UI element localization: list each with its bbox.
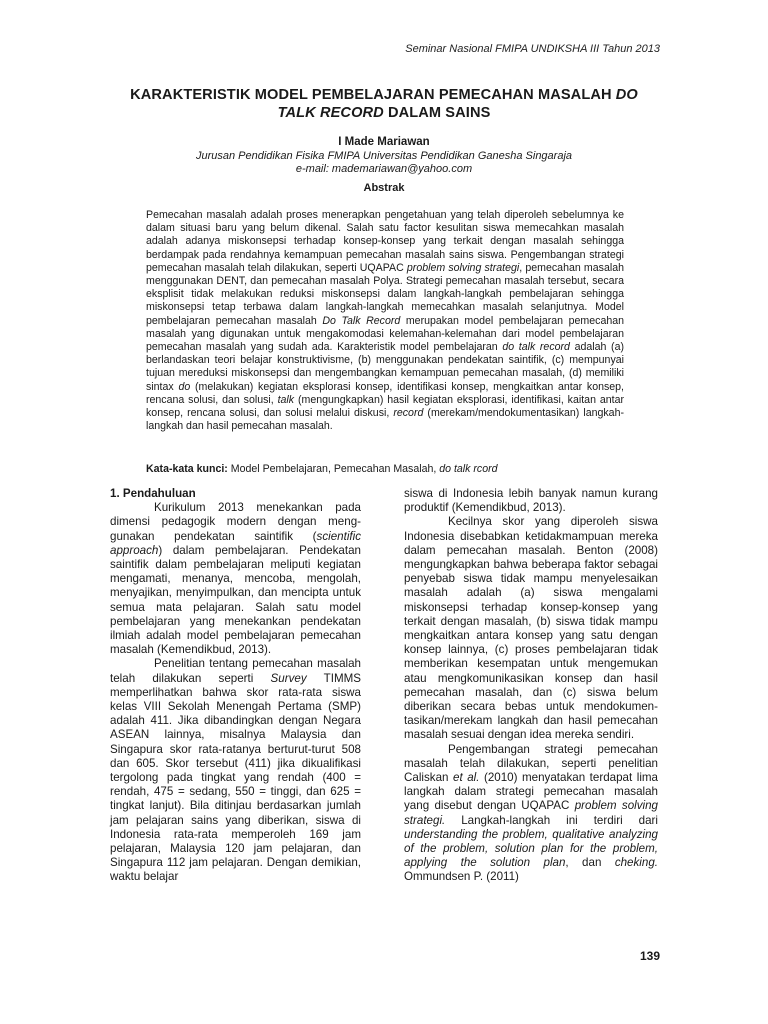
abstract-text: (melakukan) kegiatan eksplorasi konsep, identifikasi konsep, mengkaitkan antar konsep, rencana solusi, dan solusi, xyxy=(146,380,624,406)
paragraph-text: , dan xyxy=(565,856,615,870)
abstract-italic: record xyxy=(393,407,424,420)
keywords-italic: do talk rcord xyxy=(439,463,498,475)
title-text: KARAKTERISTIK MODEL PEMBELAJARAN PEMECAHAN MASALAH xyxy=(130,87,616,103)
abstract-italic: do xyxy=(178,380,191,393)
paragraph-text: Langkah-langkah ini terdiri dari xyxy=(445,813,658,827)
paragraph-italic: Survey xyxy=(270,671,307,685)
title-italic: DO xyxy=(615,87,638,103)
paragraph-italic: problem solving strategi. xyxy=(404,799,659,827)
keywords-label: Kata-kata kunci: xyxy=(146,463,228,475)
abstract-text: Pemecahan masalah adalah proses menerapkan pengetahuan yang telah diperoleh sebelumnya ke dalam situasi baru yang belum dikenal. Salah satu factor kesulitan siswa memecahkan masalah adalah adanya miskonsepsi terhadap konsep-konsep yang terkait dengan masalah sehingga berdampak pada rendahnya kemampuan pemecahan masalah sains siswa. Pengembangan strategi pemecahan masalah telah dilakukan, seperti UQAPAC xyxy=(146,209,624,274)
abstract-italic: talk xyxy=(277,393,295,406)
paragraph-text: ) dalam pembelajaran. Pendekatan saintifik dalam pembelajaran meliputi kegiatan mengamati, menanya, mencoba, mengolah, menyajikan, menyimpulkan, dan mencipta untuk semua mata pelajaran. Salah satu model pembelajaran yang menekankan pendekatan ilmiah adalah model pembelajaran pemecahan masalah (Kemendikbud, 2013). xyxy=(110,543,361,657)
right-column xyxy=(404,487,658,885)
title-text: DALAM SAINS xyxy=(383,105,491,121)
paragraph-italic: scientific approach xyxy=(110,529,361,557)
title-italic: TALK RECORD xyxy=(277,105,384,121)
paragraph: siswa di Indonesia lebih banyak namun kurang produktif (Kemendikbud, 2013). xyxy=(404,487,658,515)
author-name: I Made Mariawan xyxy=(338,136,430,148)
abstract-body xyxy=(146,209,624,433)
left-column xyxy=(110,487,361,885)
paragraph-text: Pengembangan strategi pemecahan masalah telah dilakukan, seperti penelitian Caliskan xyxy=(404,742,658,785)
paragraph-text: Ommundsen P. (2011) xyxy=(404,870,519,884)
abstract-text: adalah (a) berlandaskan teori belajar konstruktivisme, (b) menggunakan pendekatan saintifik, (c) mempunyai tujuan mereduksi miskonsepsi dan mengembangkan kemampuan pemecahan masalah, (d) memiliki sintax xyxy=(146,341,624,393)
section-heading: 1. Pendahuluan xyxy=(110,487,196,500)
author-affiliation: Jurusan Pendidikan Fisika FMIPA Universitas Pendidikan Ganesha Singaraja xyxy=(195,150,573,162)
paragraph xyxy=(110,501,361,657)
abstract-text: (mengungkapkan) hasil kegiatan eksplorasi, identifikasi, kaitan antar konsep, rencana solusi, dan solusi melalui diskusi, xyxy=(146,393,624,420)
paragraph-italic: et al. xyxy=(453,771,480,785)
abstract-text: (merekam/mendokumentasikan) langkah-langkah dan hasil pemecahan masalah. xyxy=(146,407,624,433)
paragraph-italic: cheking. xyxy=(614,856,658,870)
paragraph-text: Kurikulum 2013 menekankan pada dimensi pedagogik modern dengan meng-gunakan pendekatan saintifik ( xyxy=(110,501,361,543)
keywords xyxy=(146,463,624,475)
abstract-text: merupakan model pembelajaran pemecahan masalah yang digunakan untuk mengakomodasi kelemahan-kelemahan dari model pembelajaran pemecahan masalah yang sudah ada. Karakteristik model pembelajaran xyxy=(146,314,625,354)
paragraph xyxy=(404,743,658,885)
abstract-italic: problem solving strategi xyxy=(406,261,520,274)
page-number: 139 xyxy=(639,949,660,963)
abstract-heading: Abstrak xyxy=(363,182,405,194)
keywords-text: Model Pembelajaran, Pemecahan Masalah, xyxy=(227,463,440,475)
running-header: Seminar Nasional FMIPA UNDIKSHA III Tahun 2013 xyxy=(405,43,660,55)
paper-title xyxy=(110,86,658,122)
paragraph-text: (2010) menyatakan terdapat lima langkah dalam strategi pemecahan masalah yang disebut dengan UQAPAC xyxy=(404,771,659,813)
abstract-italic: Do Talk Record xyxy=(322,314,401,327)
abstract-italic: do talk record xyxy=(502,341,570,354)
paragraph xyxy=(110,657,361,884)
paragraph-italic: understanding the problem, qualitative analyzing of the problem, solution plan for the problem, applying the solution plan xyxy=(404,827,658,870)
abstract-text: , pemecahan masalah menggunakan DENT, dan pemecahan masalah Polya. Strategi pemecahan masalah tersebut, secara eksplisit tidak melakukan reduksi miskonsepsi dalam langkah-langkah pembelajaran sehingga miskonsepsi tetap terbawa dalam langkah-langkah memecahkan masalah selanjutnya. Model pembelajaran pemecahan masalah xyxy=(146,261,624,327)
paragraph-text: TIMMS memperlihatkan bahwa skor rata-rata siswa kelas VIII Sekolah Menengah Pertama (SMP) adalah 411. Jika dibandingkan dengan Negara ASEAN lainnya, misalnya Malaysia dan Singapura skor rata-ratanya berturut-turut 508 dan 605. Skor tersebut (411) jika dikualifikasi tergolong pada tingkat yang rendah (400 = rendah, 475 = sedang, 550 = tinggi, dan 625 = tingkat lanjut). Bila ditinjau berdasarkan jumlah jam pelajaran sains yang diberikan, siswa di Indonesia rata-rata memperoleh 169 jam pelajaran, Malaysia 120 jam pelajaran, dan Singapura 112 jam pelajaran. Dengan demikian, waktu belajar xyxy=(110,671,361,884)
author-email: e-mail: mademariawan@yahoo.com xyxy=(295,163,473,175)
paragraph-text: Penelitian tentang pemecahan masalah telah dilakukan seperti xyxy=(110,657,361,685)
paragraph: Kecilnya skor yang diperoleh siswa Indonesia disebabkan ketidakmampuan mereka dalam pemecahan masalah. Benton (2008) mengungkapkan bahwa beberapa faktor sebagai penyebab siswa tidak mampu menyelesaikan masalah adalah (a) siswa mengalami miskonsepsi terhadap konsep-konsep yang terkait dengan masalah, (b) siswa tidak mampu mengkaitkan antara konsep yang satu dengan konsep lainnya, (c) proses pembelajaran tidak memberikan kesempatan untuk mengemukan atau mengkomunikasikan konsep dan hasil pemecahan masalah, dan (c) siswa belum diberikan secara bebas untuk mendokumen-tasikan/merekam langkah dan hasil pemecahan masalah sesuai dengan idea mereka sendiri. xyxy=(404,515,658,742)
